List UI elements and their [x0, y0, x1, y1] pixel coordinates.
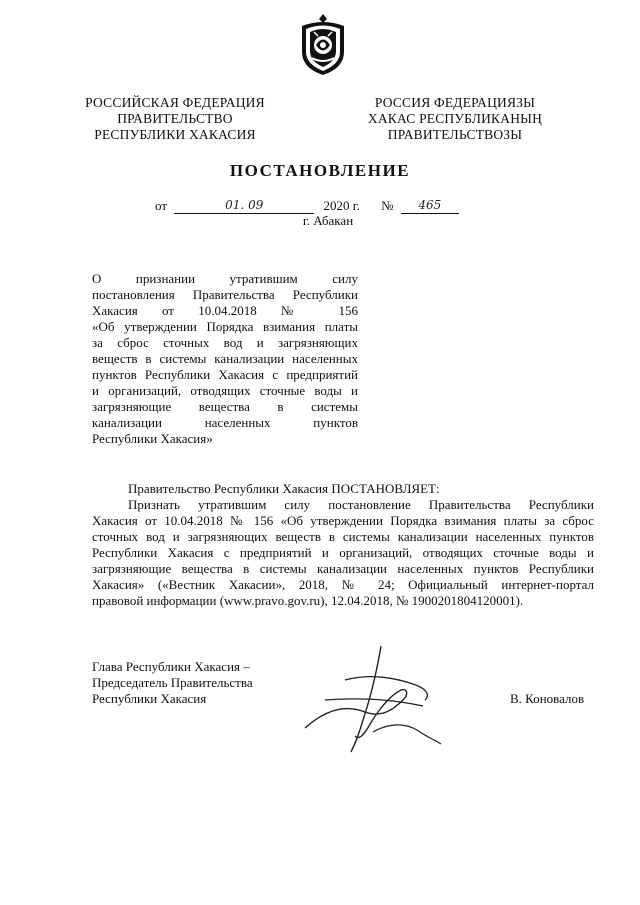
number-sign: №: [381, 198, 394, 213]
subject-line: загрязняющие вещества в системы: [92, 399, 358, 414]
subject-line: канализации населенных пунктов: [92, 415, 358, 430]
header-left-line: РОССИЙСКАЯ ФЕДЕРАЦИЯ: [85, 95, 265, 110]
subject-line: веществ в системы канализации населенных: [92, 351, 358, 366]
signer-title-line: Глава Республики Хакасия –: [92, 659, 250, 674]
header-left-line: ПРАВИТЕЛЬСТВО: [117, 111, 233, 126]
header-right-block: [355, 95, 555, 143]
body-line: загрязняющие вещества в системы канализации населенных пунктов Республики: [92, 561, 594, 576]
city-label: г. Абакан: [302, 213, 354, 228]
header-left-block: [70, 95, 280, 143]
signer-title-line: Республики Хакасия: [92, 691, 207, 706]
header-right-line: РОССИЯ ФЕДЕРАЦИЯЗЫ: [374, 95, 536, 110]
body-line: сточных вод и загрязняющих веществ в системы канализации населенных пунктов: [92, 529, 594, 544]
coat-of-arms-emblem: [296, 12, 350, 78]
handwritten-signature: [285, 640, 445, 760]
subject-line: «Об утверждении Порядка взимания платы: [92, 319, 358, 334]
signer-name: В. Коновалов: [510, 691, 585, 706]
date-number-line: [155, 197, 459, 214]
body-line: Республики Хакасия с предприятий и организаций, отводящих сточные воды и: [92, 545, 594, 560]
year-label: 2020 г.: [323, 198, 360, 213]
signer-title-block: [92, 659, 253, 707]
body-line: Хакасия» («Вестник Хакасии», 2018, № 24; Официальный интернет-портал: [92, 577, 594, 592]
body-paragraph: [92, 497, 594, 609]
subject-line: О признании утратившим силу: [92, 271, 358, 286]
subject-line: за сброс сточных вод и загрязняющих: [92, 335, 358, 350]
subject-line: пунктов Республики Хакасия с предприятий: [92, 367, 358, 382]
date-handwritten: 01. 09: [174, 197, 314, 214]
header-right-line: ПРАВИТЕЛЬСТВОЗЫ: [387, 127, 523, 142]
header-right-line: ХАКАС РЕСПУБЛИКАНЫҢ: [367, 111, 543, 126]
resolves-line: Правительство Республики Хакасия ПОСТАНОВЛЯЕТ:: [128, 481, 440, 496]
signer-title-line: Председатель Правительства: [92, 675, 253, 690]
document-type-title: ПОСТАНОВЛЕНИЕ: [229, 161, 411, 180]
subject-line: постановления Правительства Республики: [92, 287, 358, 302]
subject-block: [92, 271, 358, 447]
number-handwritten: 465: [401, 197, 459, 214]
body-line: правовой информации (www.pravo.gov.ru), 12.04.2018, № 1900201804120001).: [92, 593, 524, 608]
subject-line: Республики Хакасия»: [92, 431, 213, 446]
subject-line: Хакасия от 10.04.2018 № 156: [92, 303, 358, 318]
body-line: Признать утратившим силу постановление Правительства Республики: [128, 497, 594, 512]
header-left-line: РЕСПУБЛИКИ ХАКАСИЯ: [94, 127, 256, 142]
date-prefix: от: [155, 198, 168, 213]
body-line: Хакасия от 10.04.2018 № 156 «Об утверждении Порядка взимания платы за сброс: [92, 513, 594, 528]
subject-line: и организаций, отводящих сточные воды и: [92, 383, 358, 398]
